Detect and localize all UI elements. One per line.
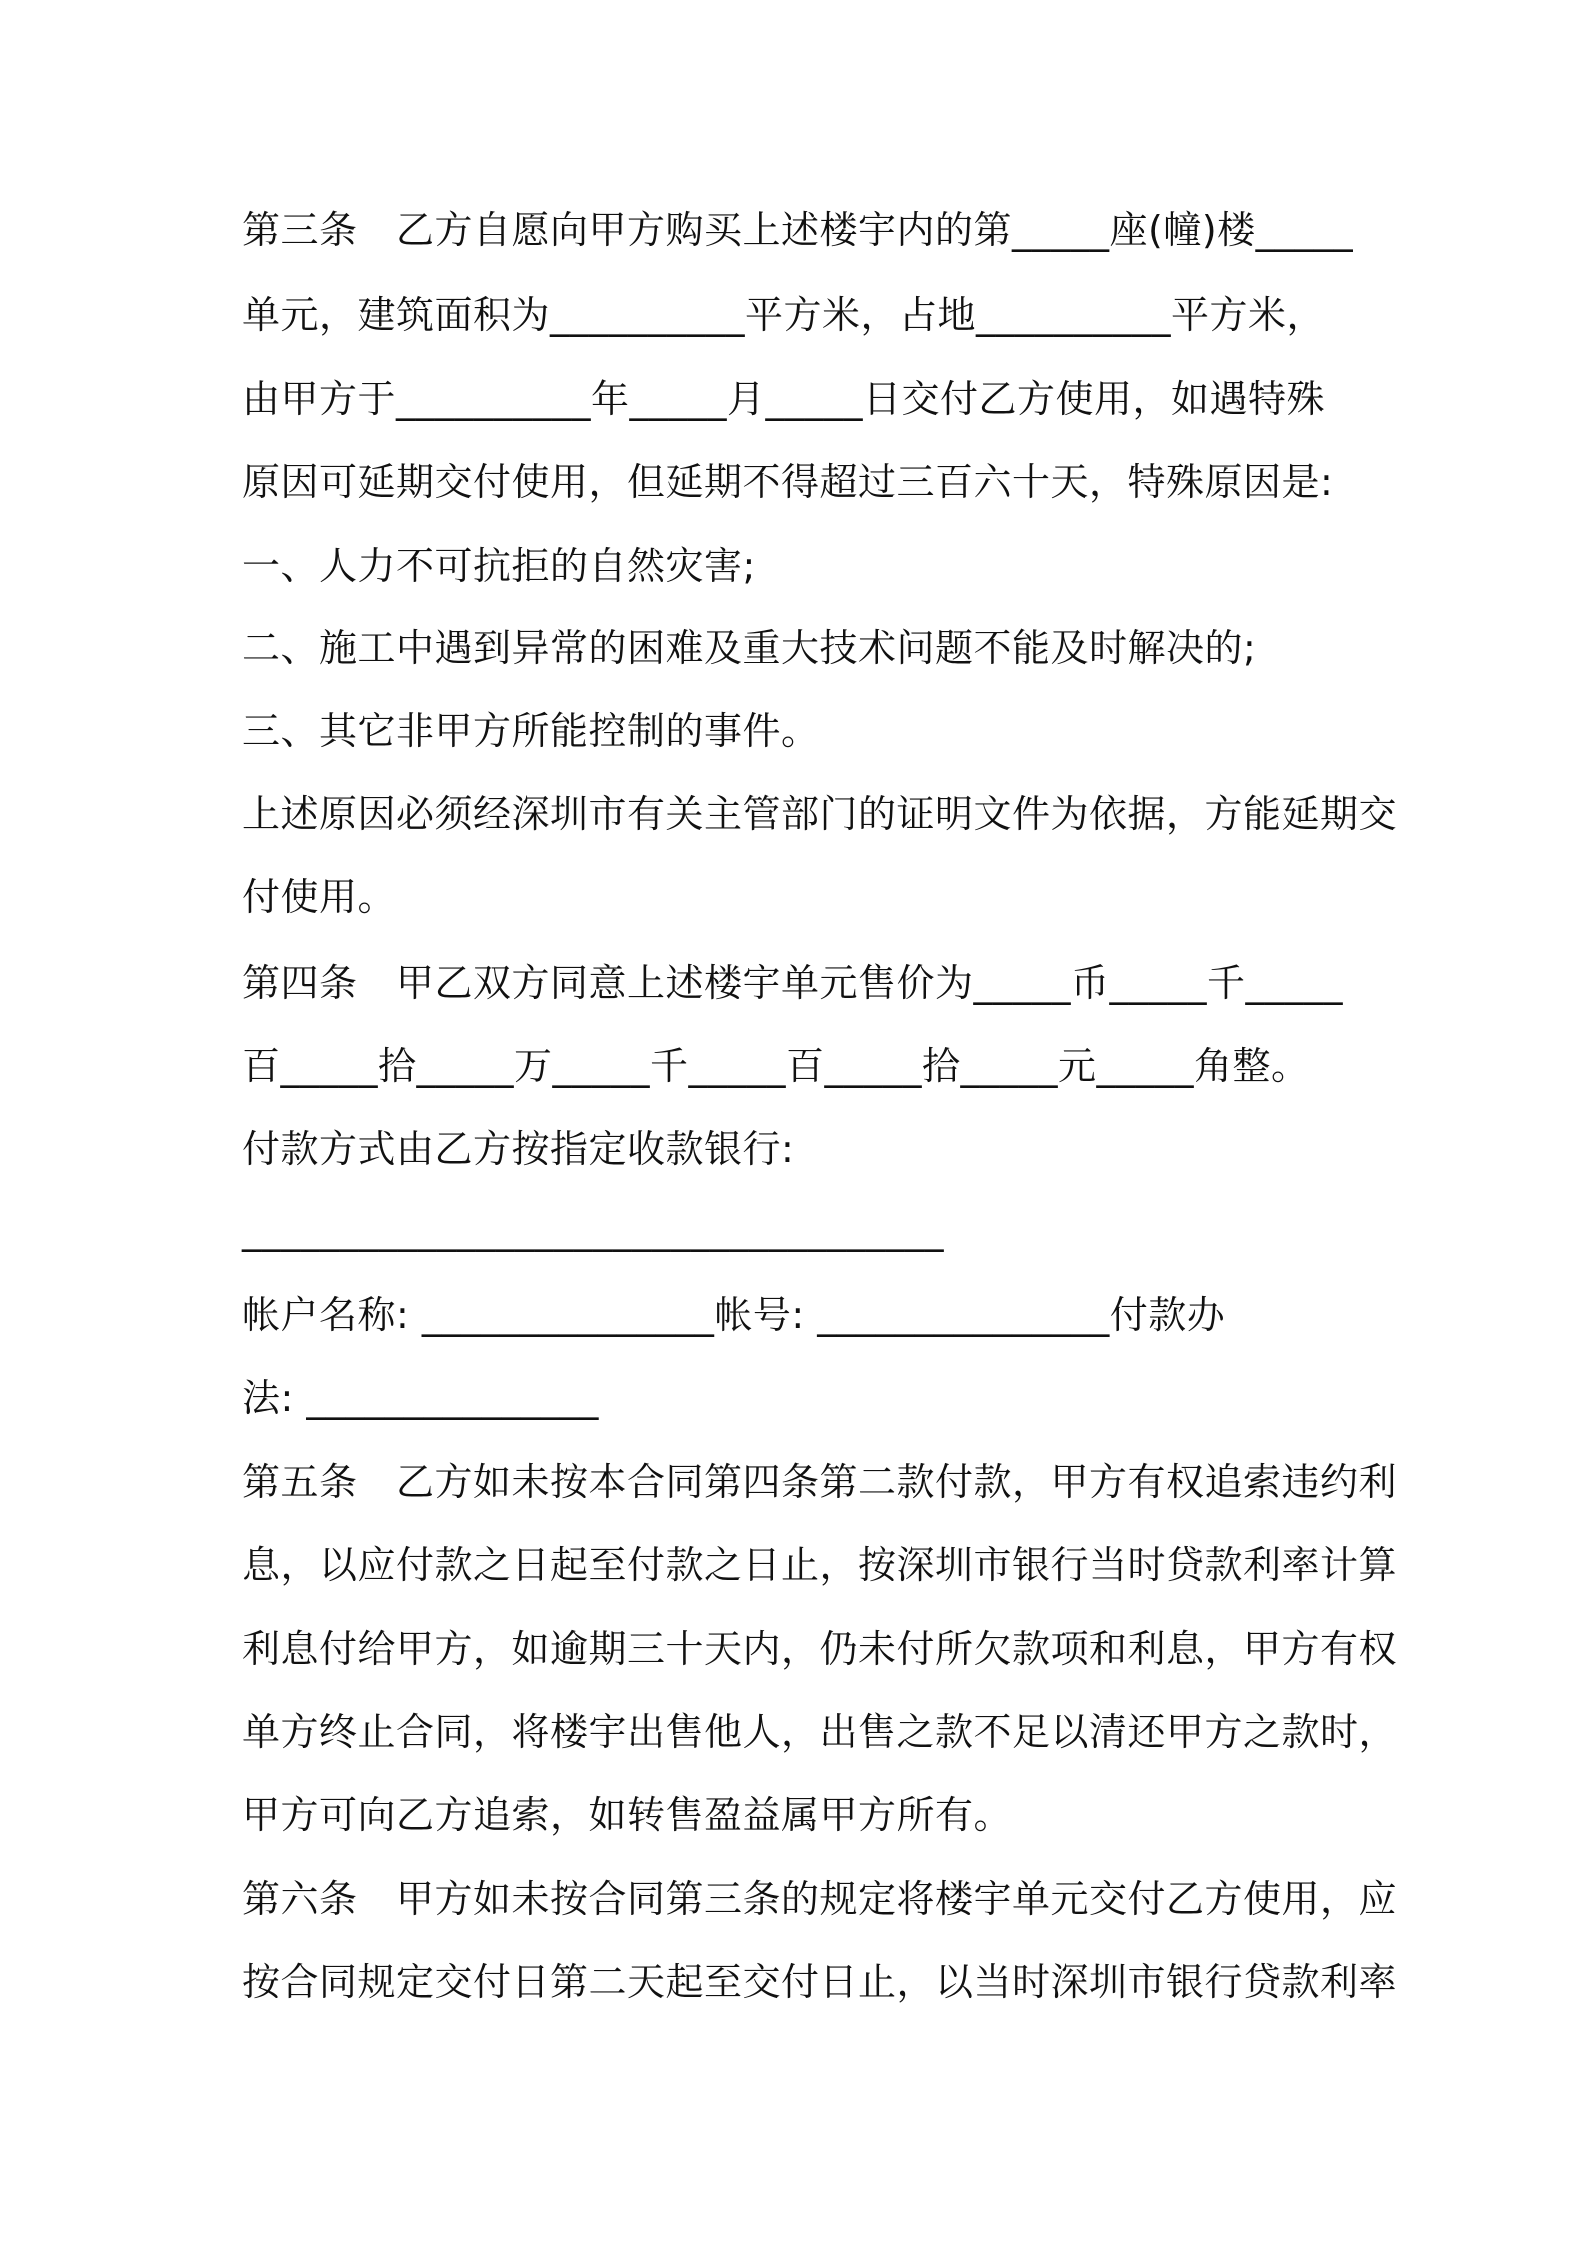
article-4-line-1: 第四条 甲乙双方同意上述楼宇单元售价为_____币_____千_____ [242, 961, 1344, 1005]
article-5-line-1: 第五条 乙方如未按本合同第四条第二款付款，甲方有权追索违约利 [242, 1460, 1398, 1504]
article-6-line-2: 按合同规定交付日第二天起至交付日止，以当时深圳市银行贷款利率 [242, 1960, 1398, 2004]
article-3-line-2: 单元，建筑面积为__________平方米，占地__________平方米， [242, 293, 1326, 337]
reason-item-3: 三、其它非甲方所能控制的事件。 [242, 709, 820, 753]
reason-evidence-line-2: 付使用。 [242, 875, 397, 919]
payment-method-blank: 法: _______________ [242, 1376, 599, 1420]
reason-item-1: 一、人力不可抗拒的自然灾害; [242, 544, 756, 588]
account-info-line: 帐户名称: _______________帐号: _______________付款办 [242, 1293, 1226, 1337]
article-5-line-2: 息，以应付款之日起至付款之日止，按深圳市银行当时贷款利率计算 [242, 1543, 1398, 1587]
article-3-line-4: 原因可延期交付使用，但延期不得超过三百六十天，特殊原因是: [242, 460, 1334, 504]
reason-item-2: 二、施工中遇到异常的困难及重大技术问题不能及时解决的; [242, 626, 1257, 670]
article-3-line-1: 第三条 乙方自愿向甲方购买上述楼宇内的第_____座(幢)楼_____ [242, 208, 1354, 252]
reason-evidence-line-1: 上述原因必须经深圳市有关主管部门的证明文件为依据，方能延期交 [242, 792, 1398, 836]
article-3-line-3: 由甲方于__________年_____月_____日交付乙方使用，如遇特殊 [242, 377, 1326, 421]
article-6-line-1: 第六条 甲方如未按合同第三条的规定将楼宇单元交付乙方使用，应 [242, 1877, 1398, 1921]
article-5-line-4: 单方终止合同，将楼宇出售他人，出售之款不足以清还甲方之款时， [242, 1710, 1398, 1754]
article-5-line-5: 甲方可向乙方追索，如转售盈益属甲方所有。 [242, 1793, 1013, 1837]
bank-name-blank: ____________________________________ [242, 1208, 944, 1252]
article-4-line-2: 百_____拾_____万_____千_____百_____拾_____元_____角整。 [242, 1044, 1310, 1088]
article-5-line-3: 利息付给甲方，如逾期三十天内，仍未付所欠款项和利息，甲方有权 [242, 1627, 1398, 1671]
payment-method-line: 付款方式由乙方按指定收款银行: [242, 1127, 795, 1171]
